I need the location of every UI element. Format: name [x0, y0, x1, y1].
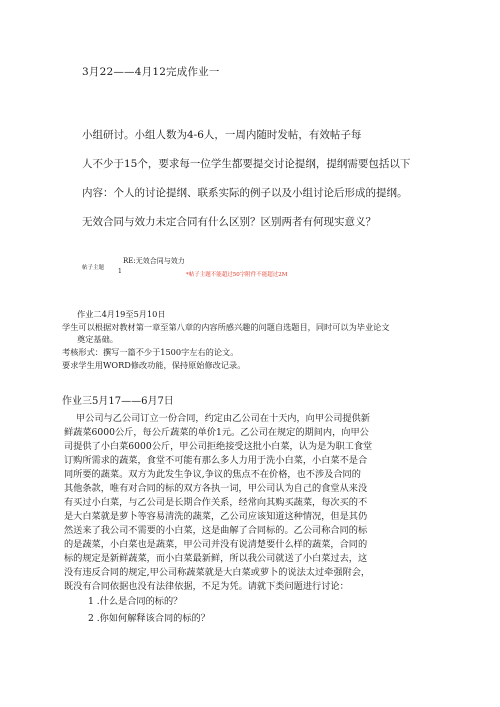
assignment1-line: 人不少于15个，要求每一位学生都要提交讨论提纲，提纲需要包括以下 [82, 158, 411, 170]
assignment1-line: 无效合同与效力未定合同有什么区别？区别两者有何现实意义？ [82, 216, 376, 228]
assignment3-line: 的是蔬菜，小白菜也是蔬菜，甲公司并没有说清楚要什么样的蔬菜，合同的 [64, 539, 368, 550]
assignment3-line: 其他条款，唯有对合同的标的双方各执一词，甲公司认为自己的食堂从来没 [64, 483, 368, 494]
assignment3-line: 订购所需求的蔬菜，食堂不可能有那么多人力用于洗小白菜，小白菜不是合 [64, 455, 368, 466]
post-subject-input[interactable]: RE:无效合同与效力 [123, 257, 185, 265]
assignment2-line: 考核形式：撰写一篇不少于1500字左右的论文。 [62, 347, 239, 357]
assignment2-line: 学生可以根据对教材第一章至第八章的内容所感兴趣的问题自选题目，同时可以为毕业论文 [62, 322, 390, 332]
assignment3-line: 鲜蔬菜6000公斤，每公斤蔬菜的单价1元。乙公司在规定的期间内，向甲公 [64, 427, 369, 438]
assignment1-line: 小组研讨。小组人数为4-6人，一周内随时发帖，有效帖子每 [82, 129, 362, 141]
assignment2-line: 要求学生用WORD修改功能，保持原始修改记录。 [62, 360, 246, 370]
assignment3-line: 甲公司与乙公司订立一份合同，约定由乙公司在十天内，向甲公司提供新 [76, 413, 370, 424]
assignment3-line: 没有违反合同的规定,甲公司称蔬菜就是大白菜或萝卜的说法太过牵强附会， [64, 567, 371, 578]
assignment3-title: 作业三5月17——6月7日 [62, 396, 174, 407]
assignment1-title: 3月22——4月12完成作业一 [82, 66, 220, 78]
post-subject-marker: 1 [118, 268, 122, 275]
assignment3-line: 司提供了小白菜6000公斤，甲公司拒绝接受这批小白菜，认为是为职工食堂 [64, 441, 373, 452]
assignment2-line: 奠定基础。 [77, 334, 118, 344]
assignment3-line: 有买过小白菜，与乙公司是长期合作关系，经常向其购买蔬菜，每次买的不 [64, 497, 368, 508]
assignment3-body [64, 412, 444, 626]
assignment3-question: 1 .什么是合同的标的？ [88, 596, 183, 607]
assignment3-line: 标的规定是新鲜蔬菜，而小白菜最新鲜，所以我公司就送了小白菜过去，这 [64, 553, 368, 564]
assignment1-line: 内容：个人的讨论提纲、联系实际的例子以及小组讨论后形成的提纲。 [82, 187, 408, 199]
assignment3-line: 是大白菜就是萝卜等容易清洗的蔬菜，乙公司应该知道这种情况，但是其仍 [64, 511, 368, 522]
assignment3-question: 2 .你如何解释该合同的标的？ [88, 613, 210, 624]
post-subject-label: 帖子主题 [82, 265, 105, 271]
assignment2-title: 作业二4月19至5月10日 [77, 309, 166, 319]
assignment3-line: 同所要的蔬菜。双方为此发生争议,争议的焦点不在价格，也不涉及合同的 [64, 469, 361, 480]
assignment3-line: 既没有合同依据也没有法律依据，不足为凭。请就下类问题进行讨论： [64, 581, 349, 592]
assignment3-line: 然送来了我公司不需要的小白菜，这是曲解了合同标的。乙公司称合同的标 [64, 525, 368, 536]
post-subject-hint: *帖子主题不能超过50字附件不能超过2M [186, 272, 288, 278]
